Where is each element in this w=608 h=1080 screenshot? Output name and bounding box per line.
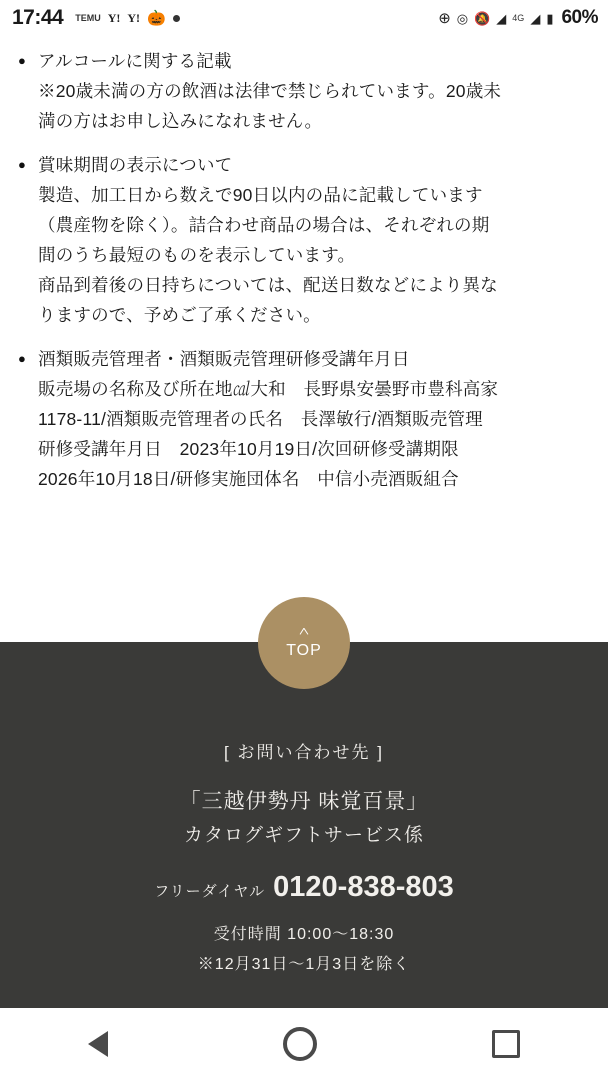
section-line: 間のうち最短のものを表示しています。 [38,245,356,265]
dot-icon [173,15,180,22]
battery-icon: ▮ [546,10,554,26]
section-line: りますので、予めご了承ください。 [38,305,321,325]
yahoo-icon-2: Y! [127,10,141,25]
section-heading: アルコールに関する記載 [38,51,232,71]
telephone-row[interactable] [0,871,608,904]
section-line: 満の方はお申し込みになれません。 [38,111,323,131]
section-line: 研修受講年月日 2023年10月19日/次回研修受講期限 [38,439,459,459]
section-line: （農産物を除く）。詰合わせ商品の場合は、それぞれの期 [38,215,490,235]
bullet-icon: ● [18,53,26,68]
section-line: ※20歳未満の方の飲酒は法律で禁じられています。20歳未 [38,81,502,101]
brightness-icon: ⊕ [438,9,451,27]
telephone-number[interactable]: 0120-838-803 [273,871,454,903]
holiday-note: ※12月31日〜1月3日を除く [197,956,411,973]
app-icon: 🎃 [147,9,166,27]
section-line: 2026年10月18日/研修実施団体名 中信小売酒販組合 [38,469,459,489]
recents-icon[interactable] [492,1030,520,1058]
business-hours: 受付時間 10:00〜18:30 [213,926,395,943]
section-heading: 賞味期間の表示について [38,155,233,175]
section-line: 販売場の名称及び所在地㎈大和 長野県安曇野市豊科高家 [38,379,499,399]
section-line: 1178-11/酒類販売管理者の氏名 長澤敏行/酒類販売管理 [38,409,483,429]
section-body [38,150,594,330]
page-content [0,36,608,642]
service-name: カタログギフトサービス係 [183,825,424,846]
android-nav-bar [0,1008,608,1080]
eye-off-icon: ◎ [456,10,469,26]
section-best-before [14,150,594,330]
status-clock: 17:44 [12,6,64,29]
footer-section [0,622,608,1008]
scroll-to-top-button[interactable] [258,597,350,689]
top-button-label: TOP [286,642,322,659]
battery-percent: 60% [561,7,598,28]
bullet-icon: ● [18,351,26,366]
notifications-off-icon: 🔕 [474,10,491,26]
temu-icon: TEMU [75,12,101,23]
contact-heading: [ お問い合わせ先 ] [224,743,384,762]
section-alcohol [14,46,594,136]
section-line: 商品到着後の日持ちについては、配送日数などにより異な [38,275,498,295]
status-right-icons [438,7,598,29]
signal-icon: ◢ [530,10,541,26]
footer-content [0,642,608,1008]
yahoo-icon-1: Y! [107,10,121,25]
toll-free-label: フリーダイヤル [154,883,266,900]
chevron-up-icon: ＾ [294,622,314,644]
section-body [38,344,594,494]
network-type-label: 4G [512,12,525,23]
back-icon[interactable] [88,1031,108,1057]
section-liquor-manager [14,344,594,494]
wifi-icon: ◢ [496,10,507,26]
section-body [38,46,594,136]
section-line: 製造、加工日から数えで90日以内の品に記載しています [38,185,483,205]
status-left-icons [75,11,180,26]
home-icon[interactable] [283,1027,317,1061]
bullet-icon: ● [18,157,26,172]
section-heading: 酒類販売管理者・酒類販売管理研修受講年月日 [38,349,410,369]
status-bar [0,0,608,36]
brand-name: 「三越伊勢丹 味覚百景」 [179,790,429,813]
